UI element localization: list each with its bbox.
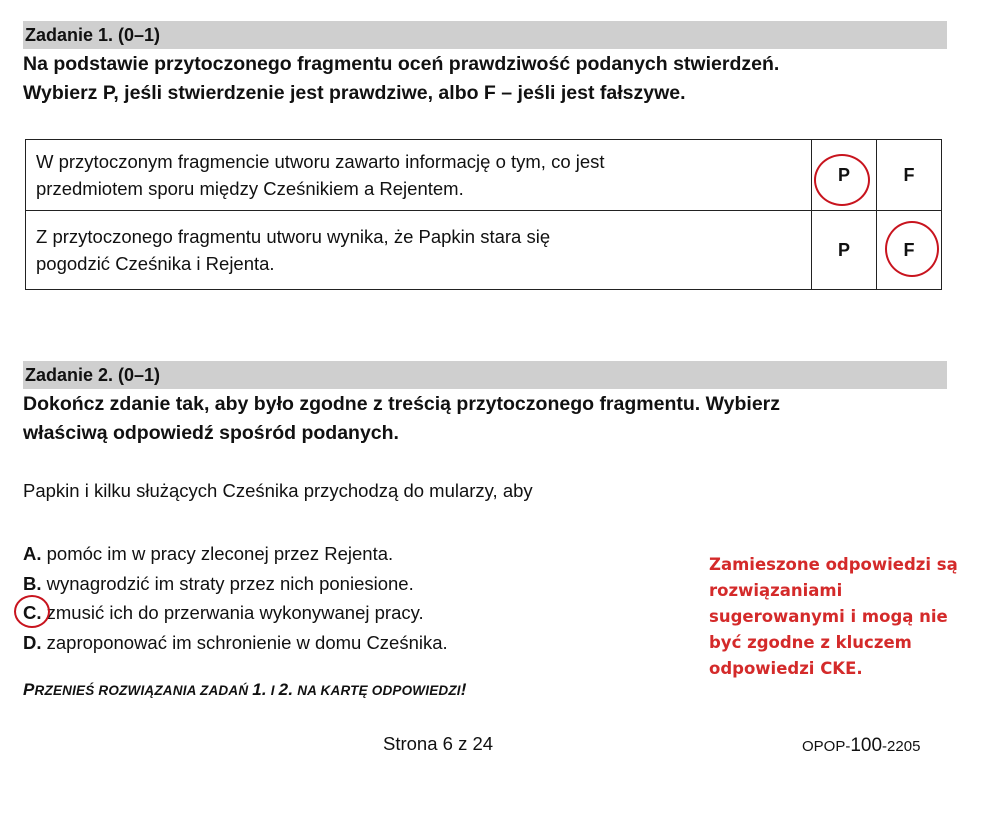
answer-letter: A.	[23, 543, 42, 564]
transfer-p1: P	[23, 680, 35, 699]
red-disclaimer-note	[709, 552, 979, 682]
transfer-instruction	[23, 680, 467, 700]
selection-circle-icon	[814, 154, 870, 206]
answer-a[interactable]	[23, 539, 448, 569]
selection-circle-icon	[14, 595, 50, 628]
statement-2-line-2: pogodzić Cześnika i Rejenta.	[36, 253, 275, 274]
answer-d[interactable]	[23, 628, 448, 658]
option-p-label: P	[837, 239, 850, 260]
answer-letter: C.	[23, 602, 42, 623]
answer-text: zaproponować im schronienie w domu Cześnika.	[46, 631, 448, 653]
note-line-2: rozwiązaniami	[709, 581, 843, 600]
transfer-end: !	[460, 680, 467, 699]
answer-c[interactable]	[23, 598, 448, 628]
option-p-label: P	[837, 164, 850, 185]
task-1-header: Zadanie 1. (0–1)	[23, 21, 947, 49]
document-code	[802, 735, 920, 757]
answer-text: pomóc im w pracy zleconej przez Rejenta.	[46, 543, 394, 564]
statement-1-line-2: przedmiotem sporu między Cześnikiem a Rejentem.	[36, 178, 464, 199]
task-1-instruction-line-1: Na podstawie przytoczonego fragmentu oceń prawdziwość podanych stwierdzeń.	[23, 53, 780, 75]
statement-1	[26, 140, 812, 211]
answer-list	[23, 539, 448, 657]
answer-text: zmusić ich do przerwania wykonywanej pracy.	[46, 602, 424, 623]
code-suffix: -2205	[882, 738, 921, 755]
option-f-label: F	[903, 239, 915, 260]
transfer-n2: 2.	[278, 680, 294, 699]
answer-letter: D.	[23, 631, 42, 653]
transfer-n1: 1.	[252, 680, 267, 699]
task-2-header: Zadanie 2. (0–1)	[23, 361, 947, 389]
statement-1-option-f[interactable]	[877, 140, 942, 211]
transfer-w1: RZENIEŚ ROZWIĄZANIA ZADAŃ	[34, 683, 253, 698]
statement-2-line-1: Z przytoczonego fragmentu utworu wynika, że Papkin stara się	[36, 226, 551, 247]
statement-1-line-1: W przytoczonym fragmencie utworu zawarto informację o tym, co jest	[36, 151, 605, 172]
option-f-label: F	[903, 164, 915, 185]
note-line-3: sugerowanymi i mogą nie	[709, 607, 948, 626]
note-line-4: być zgodne z kluczem	[709, 633, 912, 652]
code-number: 100	[850, 735, 883, 756]
task-2-instruction-line-1: Dokończ zdanie tak, aby było zgodne z treścią przytoczonego fragmentu. Wybierz	[23, 393, 781, 415]
answer-b[interactable]	[23, 569, 448, 599]
table-row	[26, 140, 942, 211]
task-2-instructions	[23, 390, 953, 448]
answer-letter: B.	[23, 572, 42, 594]
task-2-lead: Papkin i kilku służących Cześnika przychodzą do mularzy, aby	[23, 480, 533, 501]
task-1-instructions	[23, 50, 953, 108]
statement-1-option-p[interactable]	[812, 140, 877, 211]
true-false-table	[25, 139, 942, 290]
statement-2	[26, 211, 812, 290]
statement-2-option-p[interactable]	[812, 211, 877, 290]
answer-text: wynagrodzić im straty przez nich poniesione.	[46, 572, 414, 594]
note-line-1: Zamieszone odpowiedzi są	[709, 555, 958, 574]
task-2-instruction-line-2: właściwą odpowiedź spośród podanych.	[23, 422, 399, 444]
code-prefix: OPOP-	[802, 738, 851, 755]
page-number: Strona 6 z 24	[383, 733, 494, 754]
task-1-instruction-line-2: Wybierz P, jeśli stwierdzenie jest prawdziwe, albo F – jeśli jest fałszywe.	[23, 82, 686, 104]
table-row	[26, 211, 942, 290]
note-line-5: odpowiedzi CKE.	[709, 659, 863, 678]
statement-2-option-f[interactable]	[877, 211, 942, 290]
transfer-w3: NA KARTĘ ODPOWIEDZI	[293, 683, 461, 698]
transfer-w2: I	[266, 683, 279, 698]
selection-circle-icon	[885, 221, 939, 277]
